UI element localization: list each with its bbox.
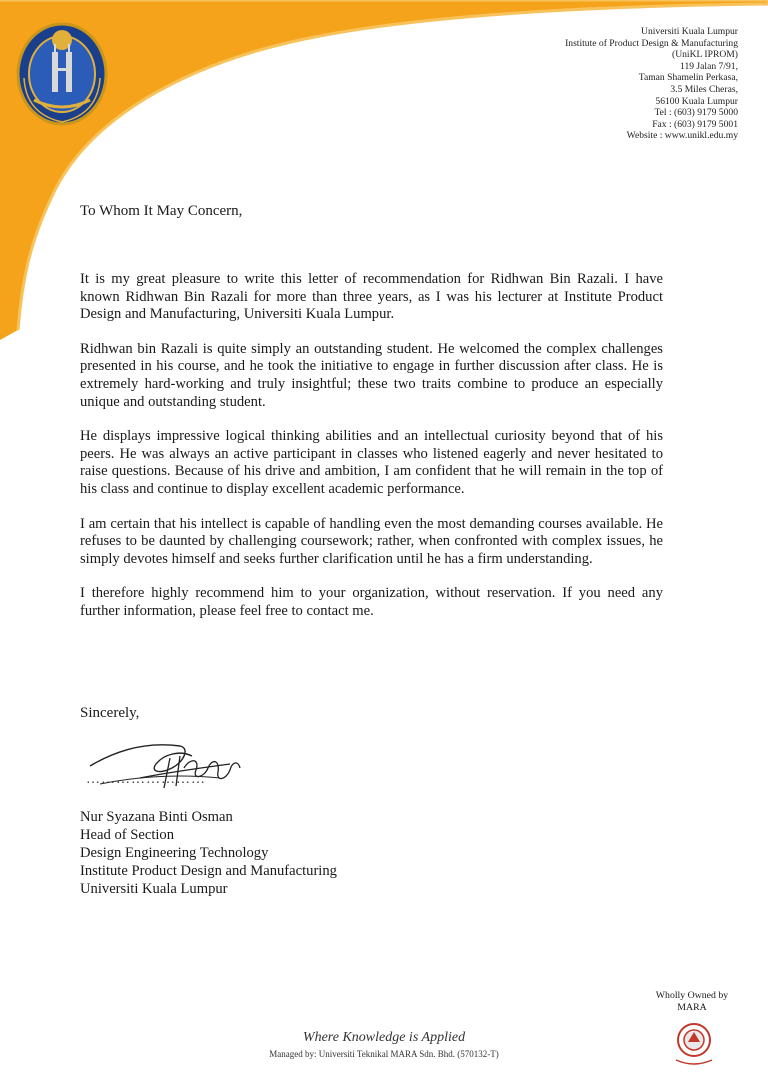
paragraph: Ridhwan bin Razali is quite simply an outstanding student. He welcomed the complex challenges presented in his course, and he took the initiative to engage in further discussion after class. He is extremely hard-working and truly insightful; these two traits combine to produce an especially unique and outstanding student. xyxy=(80,340,663,410)
address-line: 119 Jalan 7/91, xyxy=(680,60,738,72)
signer-name: Nur Syazana Binti Osman xyxy=(80,809,233,825)
signer-title: Head of Section xyxy=(80,827,175,843)
address-line: Universiti Kuala Lumpur xyxy=(641,26,738,37)
signer-block xyxy=(80,808,337,898)
address-line: (UniKL IPROM) xyxy=(672,49,738,61)
phone-line: Tel : (603) 9179 5000 xyxy=(654,107,738,119)
owner-name: MARA xyxy=(677,1001,707,1013)
paragraph: He displays impressive logical thinking abilities and an intellectual curiosity beyond that of his peers. He was always an active participant in classes who listened eagerly and never hesitated to raise questions. Because of his drive and ambition, I am confident that he will remain in the top of his class and continue to display excellent academic performance. xyxy=(80,428,663,497)
ownership-note xyxy=(650,990,734,1013)
footer xyxy=(0,1030,768,1059)
signature-line: …………………… xyxy=(86,772,206,787)
paragraph: It is my great pleasure to write this letter of recommendation for Ridhwan Bin Razali. I have known Ridhwan Bin Razali for more than three years, as I was his lecturer at Institute Product Design and Manufacturing, Universiti Kuala Lumpur. xyxy=(80,271,663,323)
address-line: 3.5 Miles Cheras, xyxy=(670,83,738,95)
website-line: Website : www.unikl.edu.my xyxy=(626,130,738,142)
institution-address xyxy=(438,26,738,142)
paragraph: I therefore highly recommend him to your organization, without reservation. If you need any further information, please feel free to contact me. xyxy=(80,585,663,619)
paragraph: I am certain that his intellect is capable of handling even the most demanding courses available. He refuses to be daunted by challenging coursework; rather, when confronted with complex issues, he simply devotes himself and seeks further clarification until he has a firm understanding. xyxy=(80,515,663,567)
salutation: To Whom It May Concern, xyxy=(80,203,243,219)
unikl-logo xyxy=(14,18,110,128)
address-line: Institute of Product Design & Manufacturing xyxy=(565,37,738,49)
address-line: Taman Shamelin Perkasa, xyxy=(638,72,738,84)
fax-line: Fax : (603) 9179 5001 xyxy=(652,118,738,130)
tagline: Where Knowledge is Applied xyxy=(302,1030,466,1045)
signer-institute: Institute Product Design and Manufacturing xyxy=(80,863,337,879)
managed-by: Managed by: Universiti Teknikal MARA Sdn. Bhd. (570132-T) xyxy=(269,1049,499,1059)
letter-body xyxy=(80,271,663,638)
closing: Sincerely, xyxy=(80,705,140,721)
signer-university: Universiti Kuala Lumpur xyxy=(80,881,228,897)
owned-by: Wholly Owned by xyxy=(655,990,729,1001)
signer-department: Design Engineering Technology xyxy=(80,845,269,861)
address-line: 56100 Kuala Lumpur xyxy=(655,95,738,107)
